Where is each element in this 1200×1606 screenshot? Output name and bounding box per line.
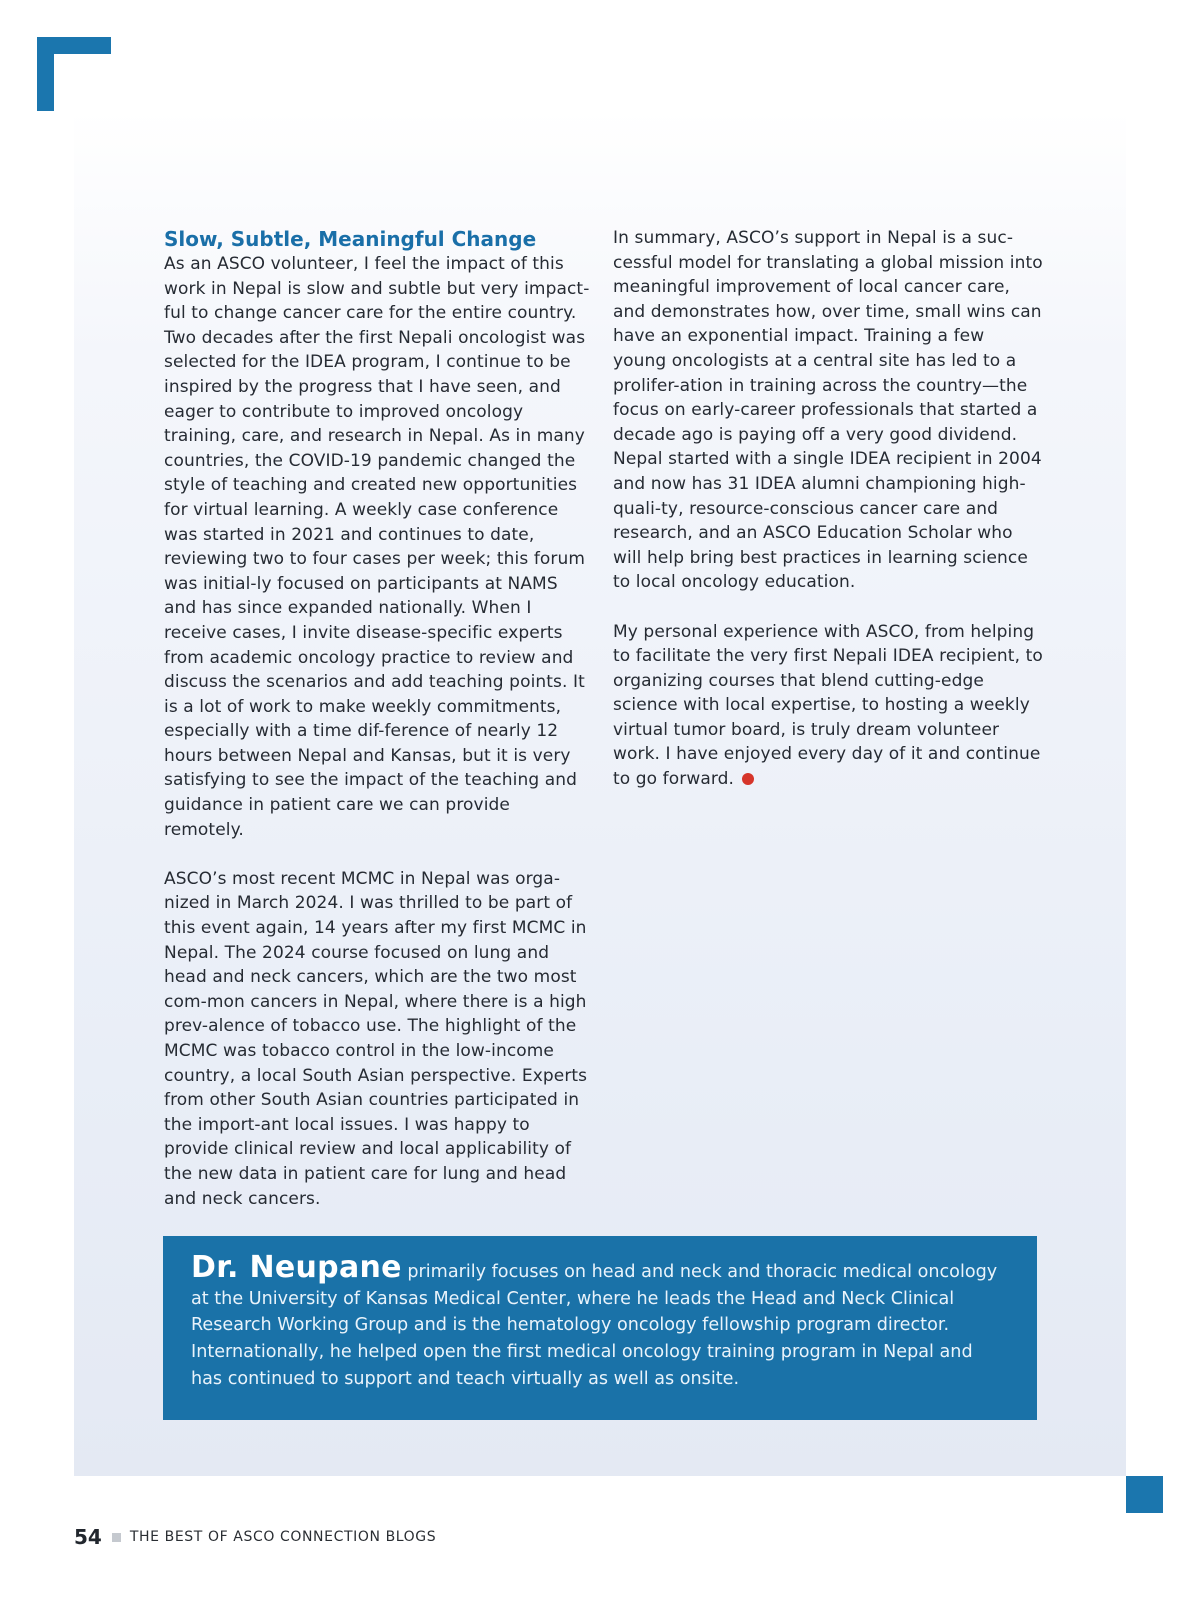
- page-footer: [74, 1525, 436, 1549]
- end-of-article-dot-icon: [742, 773, 754, 785]
- body-paragraph: As an ASCO volunteer, I feel the impact of this work in Nepal is slow and subtle but very impact-ful to change cancer care for the entire country. Two decades after the first Nepali oncologist was selected for the IDEA program, I continue to be inspired by the progress that I have seen, and eager to contribute to improved oncology training, care, and research in Nepal. As in many countries, the COVID-19 pandemic changed the style of teaching and created new opportunities for virtual learning. A weekly case conference was started in 2021 and continues to date, reviewing two to four cases per week; this forum was initial-ly focused on participants at NAMS and has since expanded nationally. When I receive cases, I invite disease-specific experts from academic oncology practice to review and discuss the scenarios and add teaching points. It is a lot of work to make weekly commitments, especially with a time dif-ference of nearly 12 hours between Nepal and Kansas, but it is very satisfying to see the impact of the teaching and guidance in patient care we can provide remotely.: [164, 254, 590, 840]
- author-bio-text: primarily focuses on head and neck and thoracic medical oncology at the University of Kansas Medical Center, where he leads the Head and Neck Clinical Research Working Group and is the hematology oncology fellowship program director. Internationally, he helped open the first medical oncology training program in Nepal and has continued to support and teach virtually as well as onsite.: [191, 1262, 998, 1389]
- footer-square-separator-icon: [112, 1533, 121, 1542]
- left-column: [164, 226, 594, 1236]
- body-paragraph: ASCO’s most recent MCMC in Nepal was orga-nized in March 2024. I was thrilled to be part of this event again, 14 years after my first MCMC in Nepal. The 2024 course focused on lung and head and neck cancers, which are the two most com-mon cancers in Nepal, where there is a high prev-alence of tobacco use. The highlight of the MCMC was tobacco control in the low-income country, a local South Asian perspective. Experts from other South Asian countries participated in the import-ant local issues. I was happy to provide clinical review and local applicability of the new data in patient care for lung and head and neck cancers.: [164, 868, 588, 1209]
- author-bio-box: [163, 1236, 1037, 1420]
- body-paragraph: In summary, ASCO’s support in Nepal is a suc-cessful model for translating a global mission into meaningful improvement of local cancer care, and demonstrates how, over time, small wins can have an exponential impact. Training a few young oncologists at a central site has led to a prolifer-ation in training across the country—the focus on early-career professionals that started a decade ago is paying off a very good dividend. Nepal started with a single IDEA recipient in 2004 and now has 31 IDEA alumni championing high-quali-ty, resource-conscious cancer care and research, and an ASCO Education Scholar who will help bring best practices in learning science to local oncology education.: [613, 228, 1043, 593]
- body-paragraph-final: [613, 620, 1043, 792]
- page-number: 54: [74, 1525, 102, 1549]
- publication-title: THE BEST OF ASCO CONNECTION BLOGS: [129, 1529, 437, 1545]
- section-heading: Slow, Subtle, Meaningful Change: [164, 227, 537, 251]
- body-paragraph-text: My personal experience with ASCO, from helping to facilitate the very first Nepali IDEA recipient, to organizing courses that blend cutting-edge science with local expertise, to hosting a weekly virtual tumor board, is truly dream volunteer work. I have enjoyed every day of it and continue to go forward.: [613, 621, 1043, 790]
- author-name: Dr. Neupane: [191, 1250, 402, 1285]
- corner-square-decoration: [1126, 1476, 1163, 1513]
- corner-bracket-decoration: [37, 37, 111, 111]
- right-column: [613, 226, 1043, 816]
